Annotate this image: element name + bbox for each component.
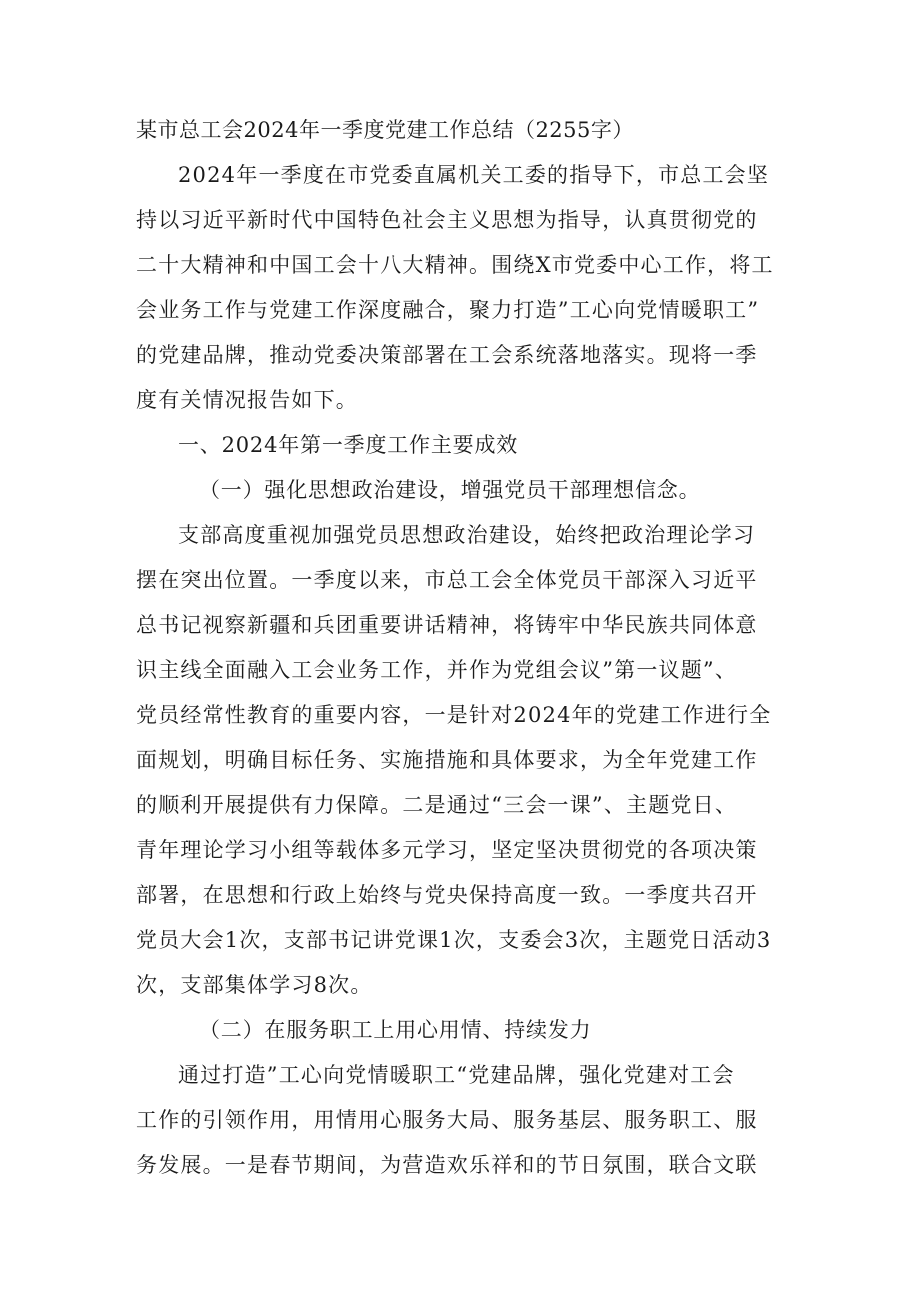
text-line: 度有关情况报告如下。 bbox=[136, 388, 358, 412]
intro-paragraph bbox=[136, 153, 786, 423]
text-line: 青年理论学习小组等载体多元学习，坚定坚决贯彻党的各项决策 bbox=[136, 838, 758, 862]
text-line: 部署，在思想和行政上始终与党央保持高度一致。一季度共召开 bbox=[136, 883, 758, 907]
text-line: 通过打造”工心向党情暖职工“党建品牌，强化党建对工会 bbox=[178, 1063, 735, 1087]
document-title: 某市总工会2024年一季度党建工作总结（2255字） bbox=[136, 118, 634, 142]
text-line: 识主线全面融入工会业务工作，并作为党组会议”第一议题”、 bbox=[136, 658, 738, 682]
text-line: 2024年一季度在市党委直属机关工委的指导下，市总工会坚 bbox=[178, 163, 770, 187]
subsection-paragraph bbox=[136, 1053, 786, 1188]
subsection-heading: （二）在服务职工上用心用情、持续发力 bbox=[199, 1018, 592, 1042]
section-heading: 一、2024年第一季度工作主要成效 bbox=[178, 433, 519, 457]
text-line: 二十大精神和中国工会十八大精神。围绕X市党委中心工作，将工 bbox=[136, 253, 774, 277]
text-line: 次，支部集体学习8次。 bbox=[136, 973, 373, 997]
text-line: 务发展。一是春节期间，为营造欢乐祥和的节日氛围，联合文联 bbox=[136, 1153, 758, 1177]
text-line: 会业务工作与党建工作深度融合，聚力打造”工心向党情暖职工” bbox=[136, 298, 760, 322]
text-line: 面规划，明确目标任务、实施措施和具体要求，为全年党建工作 bbox=[136, 748, 758, 772]
text-line: 党员经常性教育的重要内容，一是针对2024年的党建工作进行全 bbox=[136, 703, 772, 727]
text-line: 的顺利开展提供有力保障。二是通过“三会一课”、主题党日、 bbox=[136, 793, 738, 817]
subsection-heading: （一）强化思想政治建设，增强党员干部理想信念。 bbox=[199, 478, 701, 502]
text-line: 支部高度重视加强党员思想政治建设，始终把政治理论学习 bbox=[178, 523, 756, 547]
text-line: 工作的引领作用，用情用心服务大局、服务基层、服务职工、服 bbox=[136, 1108, 758, 1132]
subsection-paragraph bbox=[136, 513, 786, 1008]
text-line: 的党建品牌，推动党委决策部署在工会系统落地落实。现将一季 bbox=[136, 343, 758, 367]
text-line: 总书记视察新疆和兵团重要讲话精神，将铸牢中华民族共同体意 bbox=[136, 613, 758, 637]
text-line: 持以习近平新时代中国特色社会主义思想为指导，认真贯彻党的 bbox=[136, 208, 758, 232]
document-page bbox=[136, 108, 786, 1188]
text-line: 党员大会1次，支部书记讲党课1次，支委会3次，主题党日活动3 bbox=[136, 928, 772, 952]
text-line: 摆在突出位置。一季度以来，市总工会全体党员干部深入习近平 bbox=[136, 568, 758, 592]
